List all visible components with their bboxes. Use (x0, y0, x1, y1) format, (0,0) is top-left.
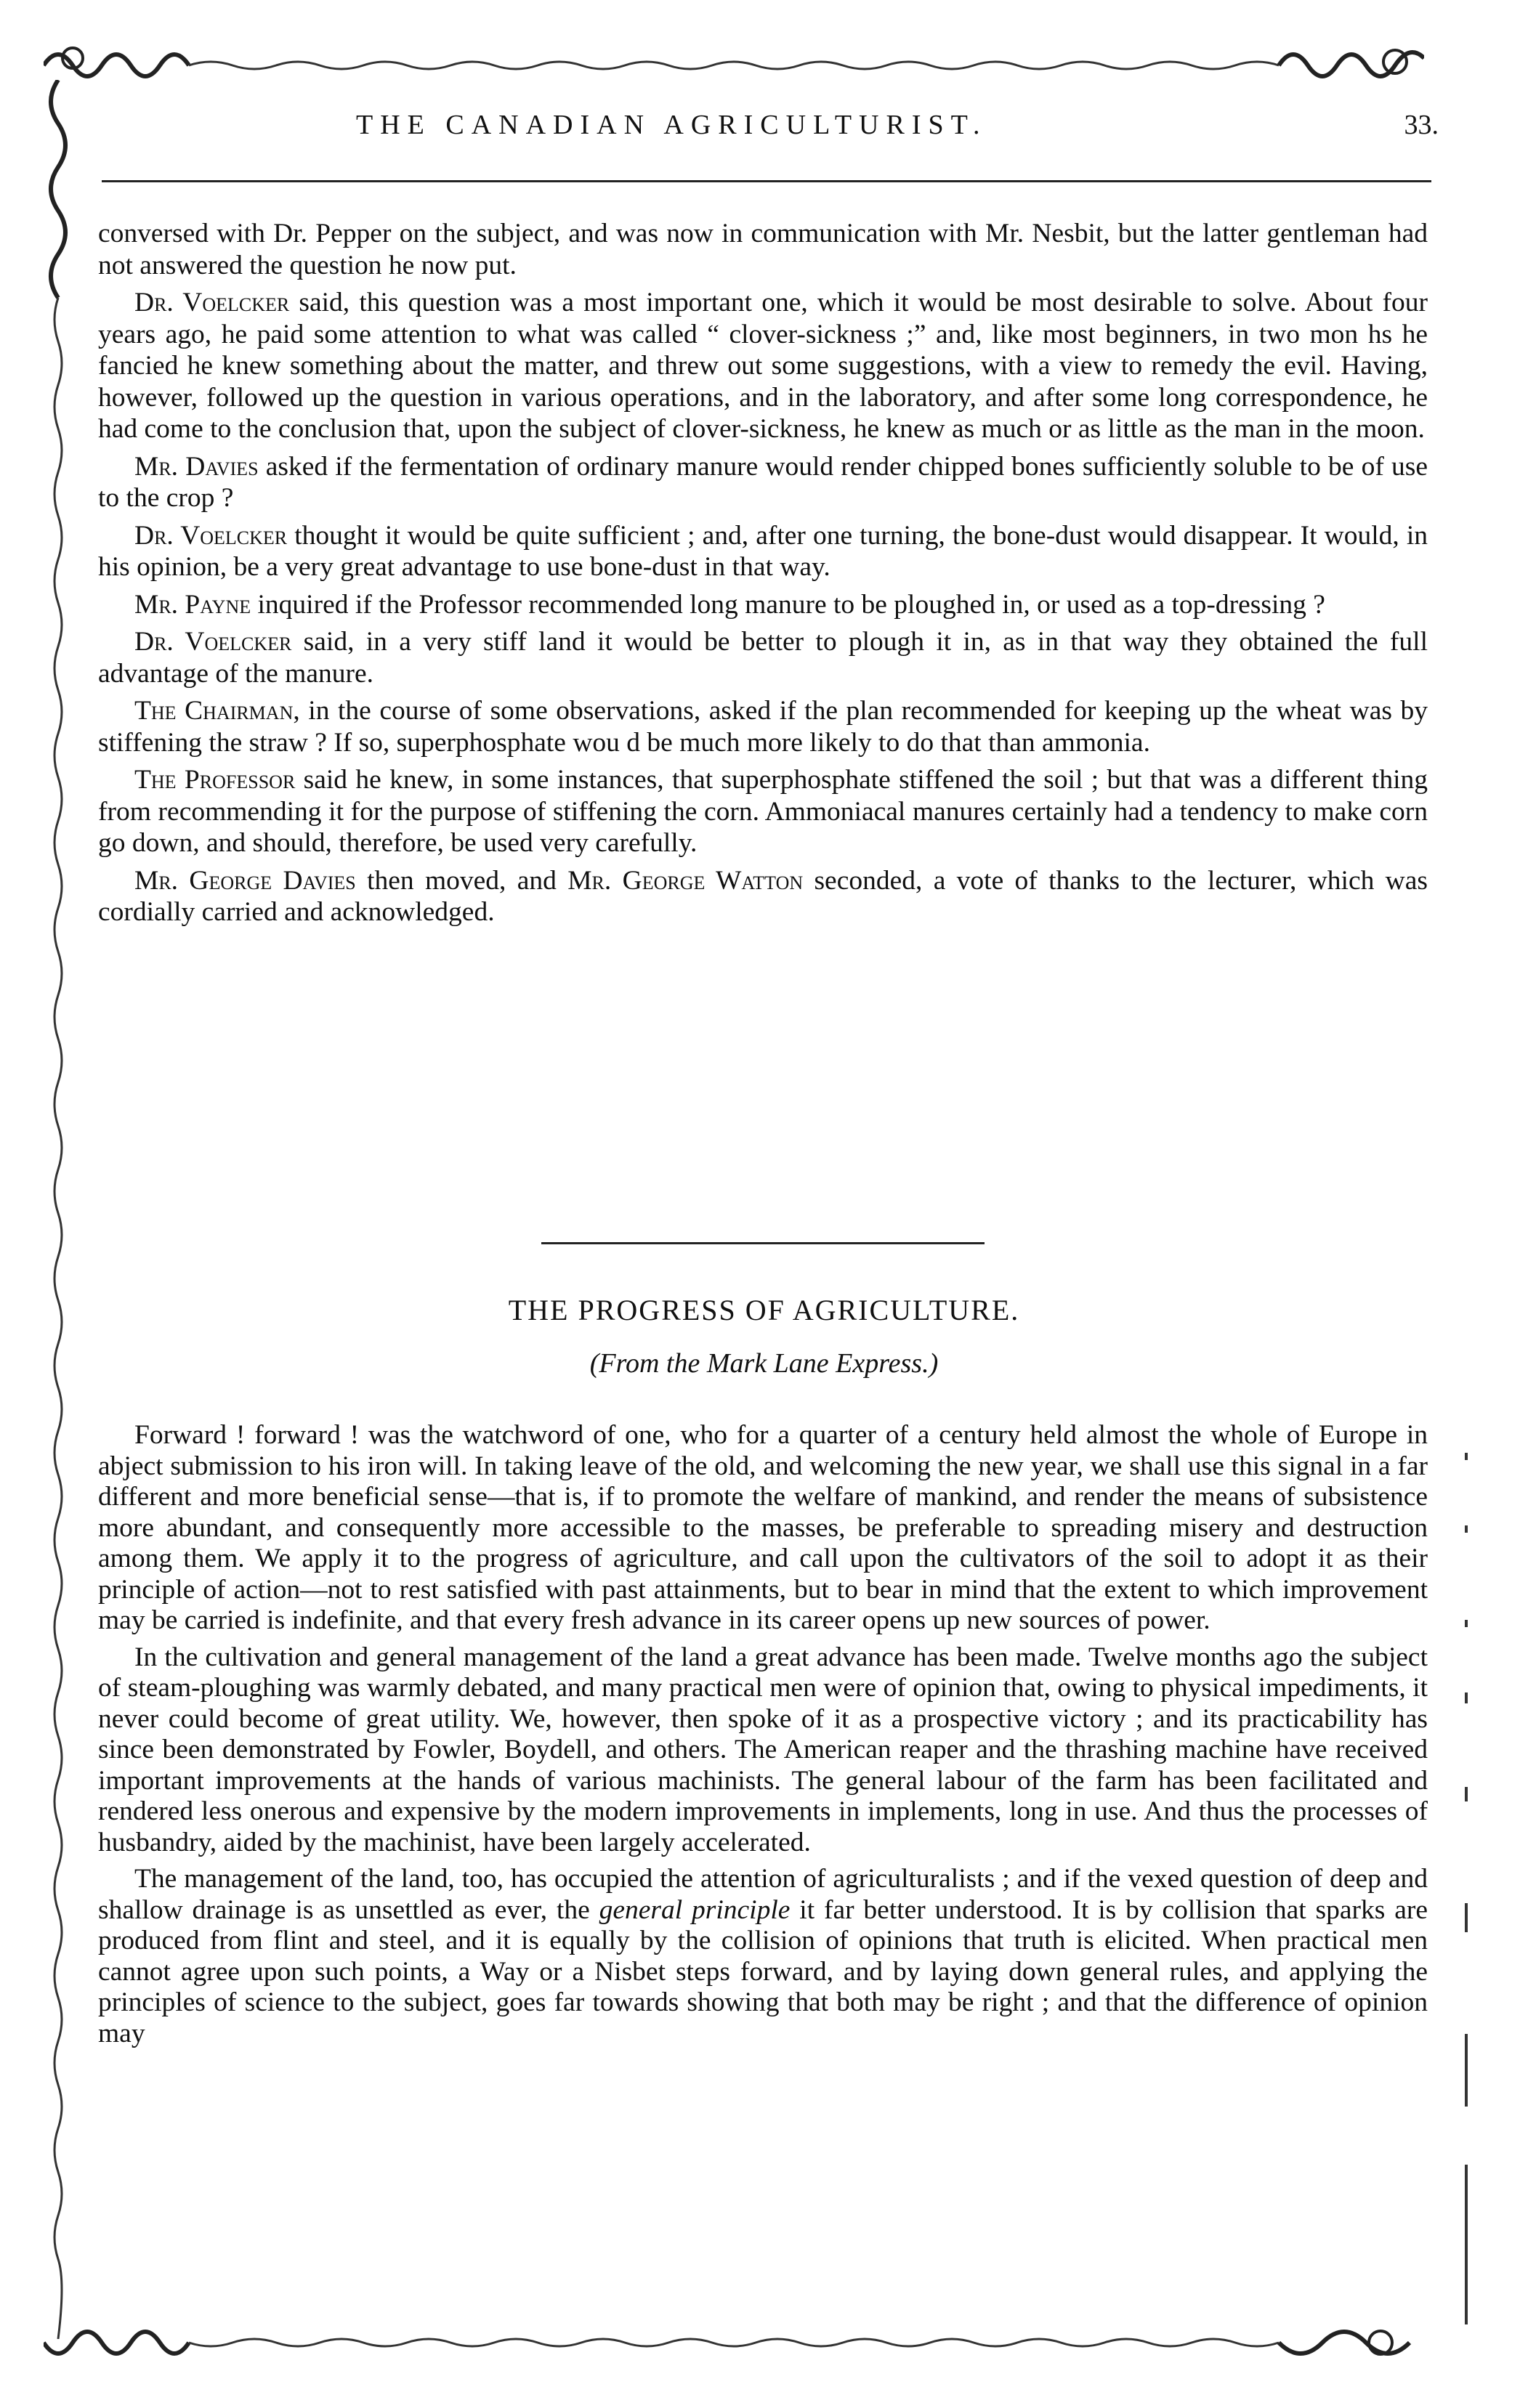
paragraph: In the cultivation and general management of the land a great advance has been made. Twelve months ago the subject of steam-ploughing was warmly debated, and many practical men were of opinion that, owing to physical impediments, it never could become of great utility. We, however, then spoke of it as a prospective victory ; and its practicability has since been demonstrated by Fowler, Boydell, and others. The American reaper and the thrashing machine have received important improvements at the hands of various machinists. The general labour of the farm has been facilitated and rendered less onerous and expensive by the modern improvements in implements, long in use. And thus the processes of husbandry, aided by the machinist, have been largely accelerated. (98, 1642, 1428, 1857)
speaker-name: Dr. Voelcker (134, 627, 292, 657)
paragraph: The Chairman, in the course of some observations, asked if the plan recommended for keeping up the wheat was by stiffening the straw ? If so, superphosphate wou d be much more likely to do that than ammonia. (98, 696, 1428, 758)
paragraph: Dr. Voelcker thought it would be quite sufficient ; and, after one turning, the bone-dust would disappear. It would, in his opinion, be a very great advantage to use bone-dust in that way. (98, 520, 1428, 582)
paragraph: The management of the land, too, has occupied the attention of agriculturalists ; and if the vexed question of deep and shallow drainage is as unsettled as ever, the general principle it far better understood. It is by collision that sparks are produced from flint and steel, and it is equally by the collision of opinions that truth is elicited. When practical men cannot agree upon such points, a Way or a Nisbet steps forward, and by laying down general rules, and applying the principles of science to the subject, goes far towards showing that both may be right ; and that the difference of opinion may (98, 1864, 1428, 2048)
paragraph: Dr. Voelcker said, this question was a most important one, which it would be most desirable to solve. About four years ago, he paid some attention to what was called “ clover-sickness ;” and, like most beginners, in two mon hs he fancied he knew something about the matter, and threw out some suggestions, with a view to remedy the evil. Having, however, followed up the question in various operations, and in the laboratory, and after some long correspondence, he had come to the conclusion that, upon the subject of clover-sickness, he knew as much or as little as the man in the moon. (98, 288, 1428, 444)
speaker-name: Dr. Voelcker (134, 288, 290, 317)
running-title: THE CANADIAN AGRICULTURIST. (356, 110, 987, 140)
speaker-name: Dr. Voelcker (134, 520, 288, 551)
speaker-name: Mr. Payne (134, 589, 251, 620)
speaker-name: The Chairman (134, 696, 294, 726)
paragraph: Mr. George Davies then moved, and Mr. George Watton seconded, a vote of thanks to the lecturer, which was cordially carried and acknowledged. (98, 865, 1428, 927)
paragraph: Dr. Voelcker said, in a very stiff land it would be better to plough it in, as in that way they obtained the full advantage of the manure. (98, 627, 1428, 689)
speaker-name: Mr. George Watton (567, 865, 804, 896)
paragraph: The Professor said he knew, in some instances, that superphosphate stiffened the soil ; but that was a different thing from recommending it for the purpose of stiffening the corn. Ammoniacal manures certainly had a tendency to make corn go down, and should, therefore, be used very carefully. (98, 765, 1428, 858)
article-source: (From the Mark Lane Express.) (589, 1348, 939, 1379)
paragraph: Mr. Payne inquired if the Professor recommended long manure to be ploughed in, or used as a top-dressing ? (134, 589, 1325, 620)
article-title: THE PROGRESS OF AGRICULTURE. (508, 1294, 1020, 1326)
speaker-name: Mr. Davies (134, 451, 259, 482)
page-number: 33. (1404, 110, 1439, 140)
ornamental-border-left (36, 80, 80, 2339)
ornamental-border-bottom (44, 2321, 1424, 2372)
paragraph: Mr. Davies asked if the fermentation of ordinary manure would render chipped bones sufficiently soluble to be of use to the crop ? (98, 451, 1428, 513)
paragraph: Forward ! forward ! was the watchword of one, who for a quarter of a century held almost the whole of Europe in abject submission to his iron will. In taking leave of the old, and welcoming the new year, we shall use this signal in a far different and more beneficial sense—that is, if to promote the welfare of mankind, and render the means of subsistence more abundant, and consequently more accessible to the masses, be preferable to spreading misery and destruction among them. We apply it to the progress of agriculture, and call upon the cultivators of the soil to adopt it as their principle of action—not to rest satisfied with past attainments, but to bear in mind that the extent to which improvement may be carried is indefinite, and that every fresh advance in its career opens up new sources of power. (98, 1420, 1428, 1635)
running-head (349, 109, 1439, 153)
section-divider (541, 1242, 985, 1244)
article-body (98, 1420, 1428, 2055)
discussion-text (98, 218, 1428, 934)
ornamental-border-top (44, 36, 1424, 87)
emphasis: general principle (599, 1894, 791, 1925)
paragraph: conversed with Dr. Pepper on the subject, and was now in communication with Mr. Nesbit, but the latter gentleman had not answered the question he now put. (98, 219, 1428, 280)
speaker-name: The Professor (134, 765, 296, 795)
header-rule (102, 180, 1431, 182)
speaker-name: Mr. George Davies (134, 865, 356, 896)
ornamental-border-right (1448, 1453, 1484, 2324)
